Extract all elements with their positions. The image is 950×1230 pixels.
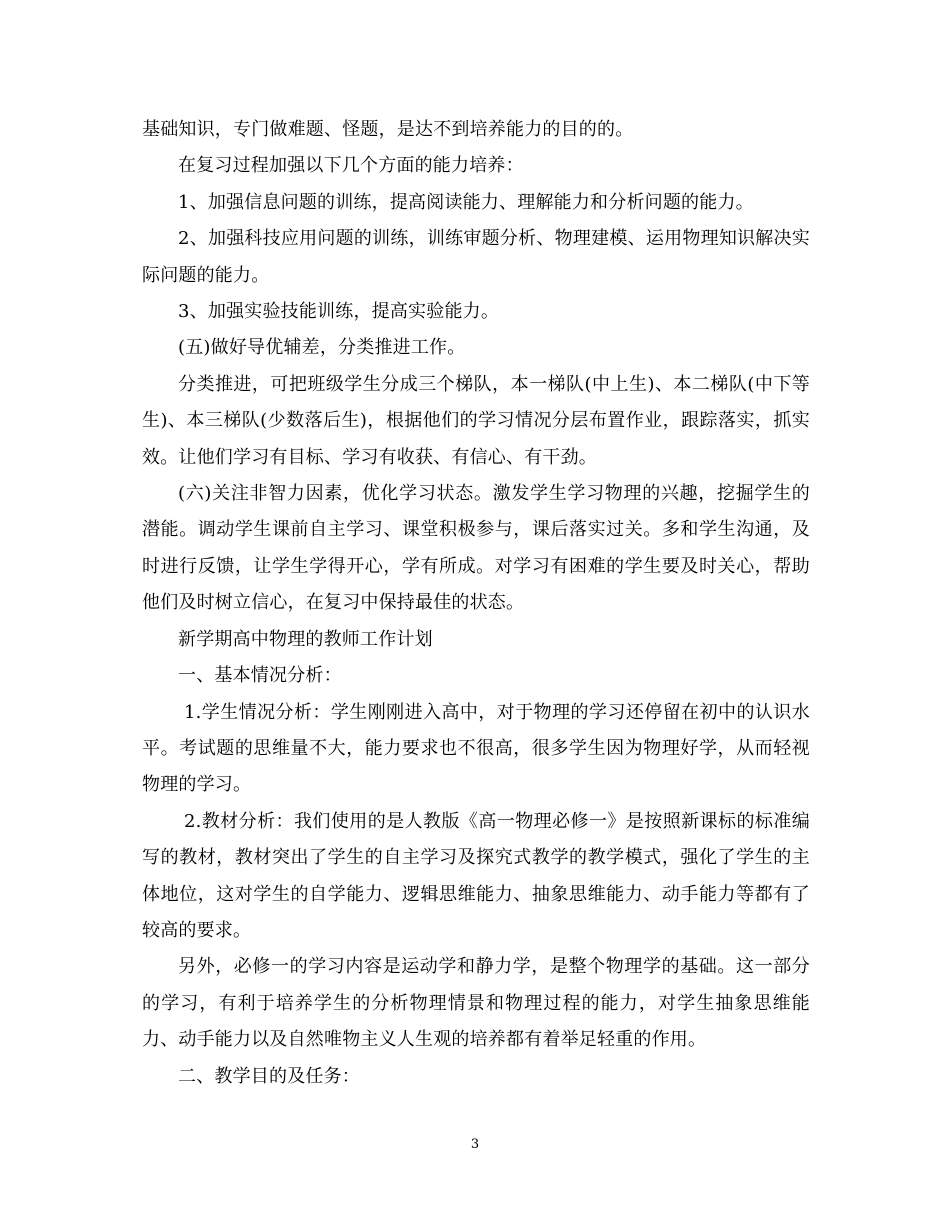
paragraph-item-3: 3、加强实验技能训练，提高实验能力。 [178,301,500,323]
paragraph-continuation: 基础知识，专门做难题、怪题，是达不到培养能力的目的的。 [142,119,634,140]
paragraph-heading-objectives: 二、教学目的及任务： [178,1065,360,1087]
paragraph-item-2: 2、加强科技应用问题的训练，训练审题分析、物理建模、运用物理知识解决实际问题的能力。 [142,228,810,286]
paragraph-textbook-analysis: 2.教材分析：我们使用的是人教版《高一物理必修一》是按照新课标的标准编写的教材，教材突出了学生的自主学习及探究式教学的教学模式，强化了学生的主体地位，这对学生的自学能力、逻辑思维能力、抽象思维能力、动手能力等都有了较高的要求。 [142,810,810,941]
paragraph-tiered-progress: 分类推进，可把班级学生分成三个梯队，本一梯队(中上生)、本二梯队(中下等生)、本三梯队(少数落后生)，根据他们的学习情况分层布置作业，跟踪落实，抓实效。让他们学习有目标、学习有收获、有信心、有干劲。 [142,373,810,468]
paragraph-student-analysis: 1.学生情况分析：学生刚刚进入高中，对于物理的学习还停留在初中的认识水平。考试题的思维量不大，能力要求也不很高，很多学生因为物理好学，从而轻视物理的学习。 [142,701,810,796]
paragraph-compulsory-one: 另外，必修一的学习内容是运动学和静力学，是整个物理学的基础。这一部分的学习，有利于培养学生的分析物理情景和物理过程的能力，对学生抽象思维能力、动手能力以及自然唯物主义人生观的培养都有着举足轻重的作用。 [142,956,810,1051]
paragraph-heading-basic-analysis: 一、基本情况分析： [178,665,342,687]
paragraph-plan-title: 新学期高中物理的教师工作计划 [178,628,433,650]
page-number: 3 [470,1137,480,1152]
paragraph-section-5: (五)做好导优辅差，分类推进工作。 [178,337,466,359]
paragraph-section-6: (六)关注非智力因素，优化学习状态。激发学生学习物理的兴趣，挖掘学生的潜能。调动学生课前自主学习、课堂积极参与，课后落实过关。多和学生沟通，及时进行反馈，让学生学得开心，学有所成。对学习有困难的学生要及时关心，帮助他们及时树立信心，在复习中保持最佳的状态。 [142,483,810,614]
paragraph-ability-intro: 在复习过程加强以下几个方面的能力培养： [178,155,524,177]
paragraph-item-1: 1、加强信息问题的训练，提高阅读能力、理解能力和分析问题的能力。 [178,191,754,213]
document-body [142,112,810,1095]
